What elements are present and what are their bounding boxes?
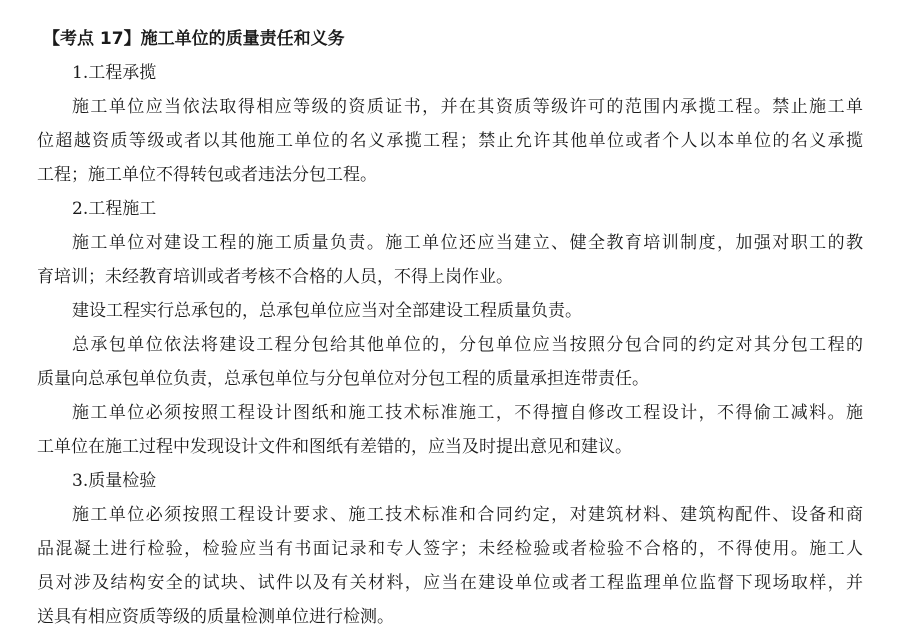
paragraph-line: 施工单位必须按照工程设计要求、施工技术标准和合同约定，对建筑材料、建筑构配件、设备和商 (72, 505, 863, 525)
paragraph-line: 施工单位对建设工程的施工质量负责。施工单位还应当建立、健全教育培训制度，加强对职工的教 (72, 233, 863, 253)
paragraph-line: 工程；施工单位不得转包或者违法分包工程。 (37, 165, 377, 185)
section-title: 【考点 17】施工单位的质量责任和义务 (43, 29, 345, 49)
paragraph-line: 送具有相应资质等级的质量检测单位进行检测。 (37, 607, 394, 627)
subheading-2: 2.工程施工 (72, 199, 157, 219)
paragraph-line: 建设工程实行总承包的，总承包单位应当对全部建设工程质量负责。 (72, 301, 582, 321)
paragraph-line: 质量向总承包单位负责，总承包单位与分包单位对分包工程的质量承担连带责任。 (37, 369, 649, 389)
paragraph-line: 工单位在施工过程中发现设计文件和图纸有差错的，应当及时提出意见和建议。 (37, 437, 632, 457)
document-page (37, 22, 863, 634)
paragraph-line: 品混凝土进行检验，检验应当有书面记录和专人签字；未经检验或者检验不合格的，不得使用。施工人 (37, 539, 863, 559)
paragraph-line: 员对涉及结构安全的试块、试件以及有关材料，应当在建设单位或者工程监理单位监督下现场取样，并 (37, 573, 863, 593)
paragraph-line: 总承包单位依法将建设工程分包给其他单位的，分包单位应当按照分包合同的约定对其分包工程的 (72, 335, 863, 355)
paragraph-line: 育培训；未经教育培训或者考核不合格的人员，不得上岗作业。 (37, 267, 513, 287)
paragraph-line: 施工单位必须按照工程设计图纸和施工技术标准施工，不得擅自修改工程设计，不得偷工减料。施 (72, 403, 863, 423)
paragraph-line: 位超越资质等级或者以其他施工单位的名义承揽工程；禁止允许其他单位或者个人以本单位的名义承揽 (37, 131, 863, 151)
subheading-3: 3.质量检验 (72, 471, 157, 491)
paragraph-line: 施工单位应当依法取得相应等级的资质证书，并在其资质等级许可的范围内承揽工程。禁止施工单 (72, 97, 863, 117)
subheading-1: 1.工程承揽 (72, 63, 157, 83)
